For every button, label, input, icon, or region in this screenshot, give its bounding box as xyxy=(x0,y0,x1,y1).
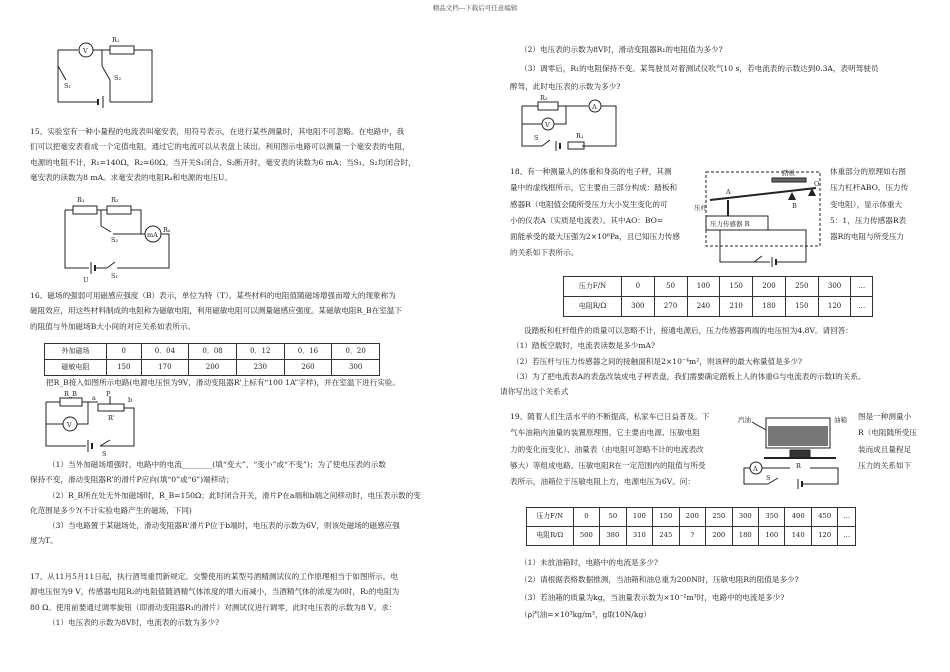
table-cell: ? xyxy=(679,527,705,546)
table-cell: 230 xyxy=(236,360,284,376)
figure-circuit-q17 xyxy=(512,94,632,154)
figure-scale-q18 xyxy=(694,166,826,272)
q15-fig-r1: R₁ xyxy=(77,196,85,204)
table-row xyxy=(527,527,856,546)
table-cell: 压力F/N xyxy=(564,277,622,297)
table-cell: 180 xyxy=(732,527,758,546)
table-cell: 150 xyxy=(653,508,679,527)
q19-sub-line: （2）请根据表格数据推测，当油箱和油总重为200N时，压敏电阻R的阻值是多少? xyxy=(520,575,799,585)
table-cell: 0 xyxy=(107,344,142,360)
q19-line: 装而成且量程足 xyxy=(858,444,912,454)
table-cell: 240 xyxy=(687,297,720,317)
table-cell: 170 xyxy=(141,360,189,376)
table-cell: 150 xyxy=(720,277,753,297)
q19-line: 力的变化而变化）、油量表（由电阻可忽略不计的电流表改 xyxy=(510,444,704,454)
q16-sub-line: 度为T。 xyxy=(30,536,58,546)
fig-top-label-s1: S₁ xyxy=(64,82,72,90)
q19-line: 压力的关系如下 xyxy=(858,460,912,470)
q19-fig-a: A xyxy=(753,465,758,473)
q16-subquestions xyxy=(30,460,468,547)
table-cell: 200 xyxy=(753,277,786,297)
q18-table xyxy=(563,276,873,317)
question-16 xyxy=(30,291,470,332)
table-cell: 250 xyxy=(706,508,732,527)
table-cell: 400 xyxy=(785,508,811,527)
q19-sub-line: （3）若油箱的质量为kg，当油量表示数为×10⁻²m³时，电路中的电流是多少? xyxy=(520,592,785,602)
table-cell: … xyxy=(838,508,856,527)
q16-fig-rb: R_B xyxy=(64,390,77,398)
q16-after: 把R_B接入如图所示电路(电源电压恒为9V，滑动变阻器R'上标有“100 1A”字样)，并在室温下进行实验。 xyxy=(46,378,400,387)
q16-sub-line: 化范围是多少?(不计实验电路产生的磁场，下同) xyxy=(30,505,192,515)
table-cell: 0 xyxy=(621,277,654,297)
q19-line: 图是一种测量小 xyxy=(858,412,912,421)
q18-line: 量中的虚线框所示，它主要由三部分构成：踏板和 xyxy=(510,183,678,193)
table-row xyxy=(45,360,380,376)
q19-sub-line: （ρ汽油=×10³kg/m³，g取10N/kg） xyxy=(520,609,651,619)
q18-fig-sensor: 压力传感器 R xyxy=(710,220,750,228)
fig-top-label-s2: S₂ xyxy=(114,74,122,82)
table-cell: 150 xyxy=(107,360,142,376)
table-cell: 50 xyxy=(654,277,687,297)
question-18-right xyxy=(830,167,940,242)
table-cell: 0 xyxy=(573,508,599,527)
q15-fig-u: U xyxy=(83,276,89,284)
q16-fig-p: P xyxy=(106,390,111,398)
table-cell: 压力F/N xyxy=(527,508,574,527)
table-cell: 磁敏电阻 xyxy=(45,360,107,376)
table-cell: 电阻R/Ω xyxy=(527,527,574,546)
q16-line: 16、磁场的强弱可用磁感应强度（B）表示，单位为特（T）。某些材料的电阻值随磁场增强而增大的现象称为 xyxy=(30,291,396,300)
table-cell: 250 xyxy=(785,277,818,297)
q18-fig-o: O xyxy=(814,180,820,188)
table-row xyxy=(564,277,873,297)
q15-fig-ra: Rₐ xyxy=(163,226,171,234)
fig-top-label-v: V xyxy=(83,47,88,55)
q19-line: 够大）等组成电路。压敏电阻R在一定范围内的阻值与所受 xyxy=(510,460,706,470)
q18-line: 体重部分的原理如右图 xyxy=(830,167,906,176)
q18-line: 感器R（电阻值会随所受压力大小发生变化的可 xyxy=(510,199,668,209)
question-18-left xyxy=(510,167,700,259)
table-row xyxy=(564,297,873,317)
figure-circuit-q16 xyxy=(40,390,150,458)
q16-fig-s: S xyxy=(102,450,107,458)
table-cell: 外加磁场 xyxy=(45,344,107,360)
q16-line: 的阻值与外加磁场B大小间的对应关系如表所示。 xyxy=(30,321,196,331)
question-17-continued xyxy=(510,45,940,92)
q18-sub-line: （3）为了把电流表A的表盘改装成电子秤表盘，我们需要确定踏板上人的体重G与电流表的示数I的关系。 xyxy=(512,371,866,381)
q16-sub-line: （2）R_B所在处无外加磁场时，R_B=150Ω；此时闭合开关，滑片P在a端和b端之间移动时，电压表示数的变 xyxy=(48,490,421,500)
q17-fig-r1: R₁ xyxy=(576,132,584,140)
question-19-right xyxy=(858,412,948,471)
q18-fig-b: B xyxy=(792,202,797,210)
q19-fig-tank: 油箱 xyxy=(834,416,847,424)
q18-fig-pedal: 踏板 xyxy=(782,169,795,177)
table-cell: 100 xyxy=(687,277,720,297)
figure-circuit-q15 xyxy=(55,196,205,284)
table-cell: 120 xyxy=(811,527,837,546)
q17-cont-line: （3）调零后，R₁的电阻保持不变。某驾驶员对着测试仪吹气10 s，若电流表的示数达到0.3A，表明驾驶员 xyxy=(520,64,879,74)
q17-cont-line: （2）电压表的示数为8V时，滑动变阻器R₁的电阻值为多少? xyxy=(520,45,723,54)
table-cell: 0．20 xyxy=(332,344,380,360)
table-cell: 100 xyxy=(626,508,652,527)
table-cell: 140 xyxy=(785,527,811,546)
q18-line: 器R的电阻与所受压力 xyxy=(830,232,905,241)
table-cell: 0．04 xyxy=(141,344,189,360)
table-cell: 300 xyxy=(818,277,851,297)
q17-cont-line: 醉驾，此时电压表的示数为多少? xyxy=(510,81,621,91)
q18-fig-a: A xyxy=(726,188,731,196)
page-header: 精品文档---下载后可任意编辑 xyxy=(432,4,518,12)
q18-subquestions xyxy=(500,326,932,397)
table-cell: 0．08 xyxy=(189,344,237,360)
table-cell: 300 xyxy=(621,297,654,317)
q17-line: （1）电压表的示数为8V时，电流表的示数为多少? xyxy=(48,617,220,627)
table-cell: 160 xyxy=(759,527,785,546)
q18-line: 18、有一种测量人的体重和身高的电子秤，其测 xyxy=(510,167,672,176)
table-cell: 245 xyxy=(653,527,679,546)
q19-line: 表所示，油箱位于压敏电阻上方，电源电压为6V。问： xyxy=(510,477,695,486)
q15-fig-s2: S₂ xyxy=(111,236,119,244)
q19-fig-s: S xyxy=(766,474,771,482)
q18-line: 的关系如下表所示。 xyxy=(510,248,579,258)
q18-line: 变电阻），显示体重大 xyxy=(830,199,903,209)
q18-line: 面能承受的最大压强为2×10⁶Pa，且已知压力传感 xyxy=(510,232,680,241)
table-cell: 200 xyxy=(189,360,237,376)
table-cell: 500 xyxy=(573,527,599,546)
q17-line: 17、从11月5月11日起，执行酒驾重罚新规定。交警使用的某型号酒精测试仪的工作原理相当于如图所示。电 xyxy=(30,572,398,581)
table-row xyxy=(45,344,380,360)
table-cell: 200 xyxy=(706,527,732,546)
q18-line: 压力杠杆ABO，压力传 xyxy=(830,183,909,193)
question-17 xyxy=(30,572,470,628)
table-cell: … xyxy=(851,297,873,317)
table-cell: 50 xyxy=(600,508,626,527)
q19-subquestions xyxy=(520,558,930,620)
q15-line: 15、实验室有一种小量程的电流表叫毫安表，用符号表示，在进行某些测量时，其电阻不可忽略。在电路中，我 xyxy=(30,127,405,136)
q15-line: 电源的电阻不计，R₁=140Ω，R₂=60Ω。当开关S₁闭合、S₂断开时，毫安表的读数为6 mA；当S₁、S₂均闭合时， xyxy=(30,157,416,167)
q16-sub-line: （3）当电路置于某磁场处，滑动变阻器R'滑片P位于b端时，电压表的示数为6V，则该处磁场的磁感应强 xyxy=(48,521,400,530)
q16-fig-rprime: R' xyxy=(108,414,115,422)
q15-line: 毫安表的读数为8 mA。求毫安表的电阻Rₐ和电源的电压U。 xyxy=(30,172,233,182)
q16-fig-b: b xyxy=(128,396,133,404)
question-19-left xyxy=(510,412,740,487)
table-cell: 300 xyxy=(332,360,380,376)
q16-line: 磁阻效应，用这些材料制成的电阻称为磁敏电阻，利用磁敏电阻可以测量磁感应强度。某磁敏电阻R_B在室温下 xyxy=(30,306,402,316)
q16-sub-line: （1）当外加磁场增强时，电路中的电流________(填“变大”、“变小”或“不变”)；为了使电压表的示数 xyxy=(48,460,386,469)
table-cell: 270 xyxy=(654,297,687,317)
q17-line: 源电压恒为9 V，传感器电阻R₂的电阻值随酒精气体浓度的增大而减小，当酒精气体的浓度为0时，R₂的电阻为 xyxy=(30,587,400,597)
table-cell: 120 xyxy=(818,297,851,317)
table-cell: 310 xyxy=(626,527,652,546)
q18-fig-rod: 压杆 xyxy=(694,204,707,212)
q19-sub-line: （1）未放油箱时，电路中的电流是多少? xyxy=(520,558,658,567)
q19-line: R（电阻随所受压 xyxy=(858,428,917,438)
table-cell: … xyxy=(851,277,873,297)
figure-circuit-top xyxy=(40,36,170,116)
table-cell: 0．16 xyxy=(284,344,332,360)
q17-line: 80 Ω。使用前要通过调零旋钮（即滑动变阻器R₁的滑片）对测试仪进行调零，此时电压表的示数为8 V。求： xyxy=(30,602,397,612)
q18-sub-line: 请你写出这个关系式 xyxy=(500,387,569,396)
q18-sub-line: （1）踏板空载时，电流表读数是多少mA? xyxy=(512,341,656,351)
q19-line: 19、随着人们生活水平的不断提高，私家车已日益普及。下 xyxy=(510,412,710,421)
fig-top-label-r1: R₁ xyxy=(112,36,120,44)
figure-fuel-gauge-q19 xyxy=(738,410,850,490)
table-cell: 300 xyxy=(732,508,758,527)
q15-fig-ma: mA xyxy=(147,231,158,239)
q15-fig-s1: S₁ xyxy=(111,272,119,280)
q19-line: 气车油箱内油量的装置原理图，它主要由电源、压敏电阻 xyxy=(510,428,700,438)
q17-fig-r2: R₂ xyxy=(540,94,548,102)
q19-fig-r: R xyxy=(796,462,801,470)
table-cell: 380 xyxy=(600,527,626,546)
table-cell: 150 xyxy=(785,297,818,317)
table-cell: 450 xyxy=(811,508,837,527)
q18-sub-line: 设踏板和杠杆组件的质量可以忽略不计，接通电源后，压力传感器两端的电压恒为4.8V。请回答： xyxy=(524,326,853,335)
q16-table xyxy=(44,343,380,376)
q18-line: 小的仪表A（实质是电流表）。其中AO：BO= xyxy=(510,215,664,225)
q17-fig-s: S xyxy=(534,134,539,142)
table-cell: 200 xyxy=(679,508,705,527)
table-row xyxy=(527,508,856,527)
q15-fig-r2: R₂ xyxy=(111,196,119,204)
q15-line: 们可以把毫安表看成一个定值电阻，通过它的电流可以从表盘上读出。利用图示电路可以测量一个毫安表的电阻， xyxy=(30,142,410,152)
table-cell: 260 xyxy=(284,360,332,376)
table-cell: 350 xyxy=(759,508,785,527)
table-cell: 210 xyxy=(720,297,753,317)
q16-sub-line: 保持不变，滑动变阻器R'的滑片P应向(填“0”或“6”)端移动； xyxy=(30,475,234,485)
question-15 xyxy=(30,127,470,183)
q18-sub-line: （2）若压杆与压力传感器之间的接触面积是2×10⁻⁴m²，则该秤的最大称量值是多少? xyxy=(512,356,803,366)
table-cell: 0．12 xyxy=(236,344,284,360)
table-cell: 电阻R/Ω xyxy=(564,297,622,317)
q18-line: 5：1，压力传感器R表 xyxy=(830,215,907,225)
q19-table xyxy=(526,507,856,546)
table-cell: 180 xyxy=(753,297,786,317)
q19-fig-petrol: 汽油 xyxy=(738,416,751,424)
table-cell: … xyxy=(838,527,856,546)
q17-fig-v: V xyxy=(545,121,550,129)
q17-fig-a: A xyxy=(592,103,597,111)
q16-fig-a: a xyxy=(92,394,96,402)
q16-fig-v: V xyxy=(67,421,72,429)
